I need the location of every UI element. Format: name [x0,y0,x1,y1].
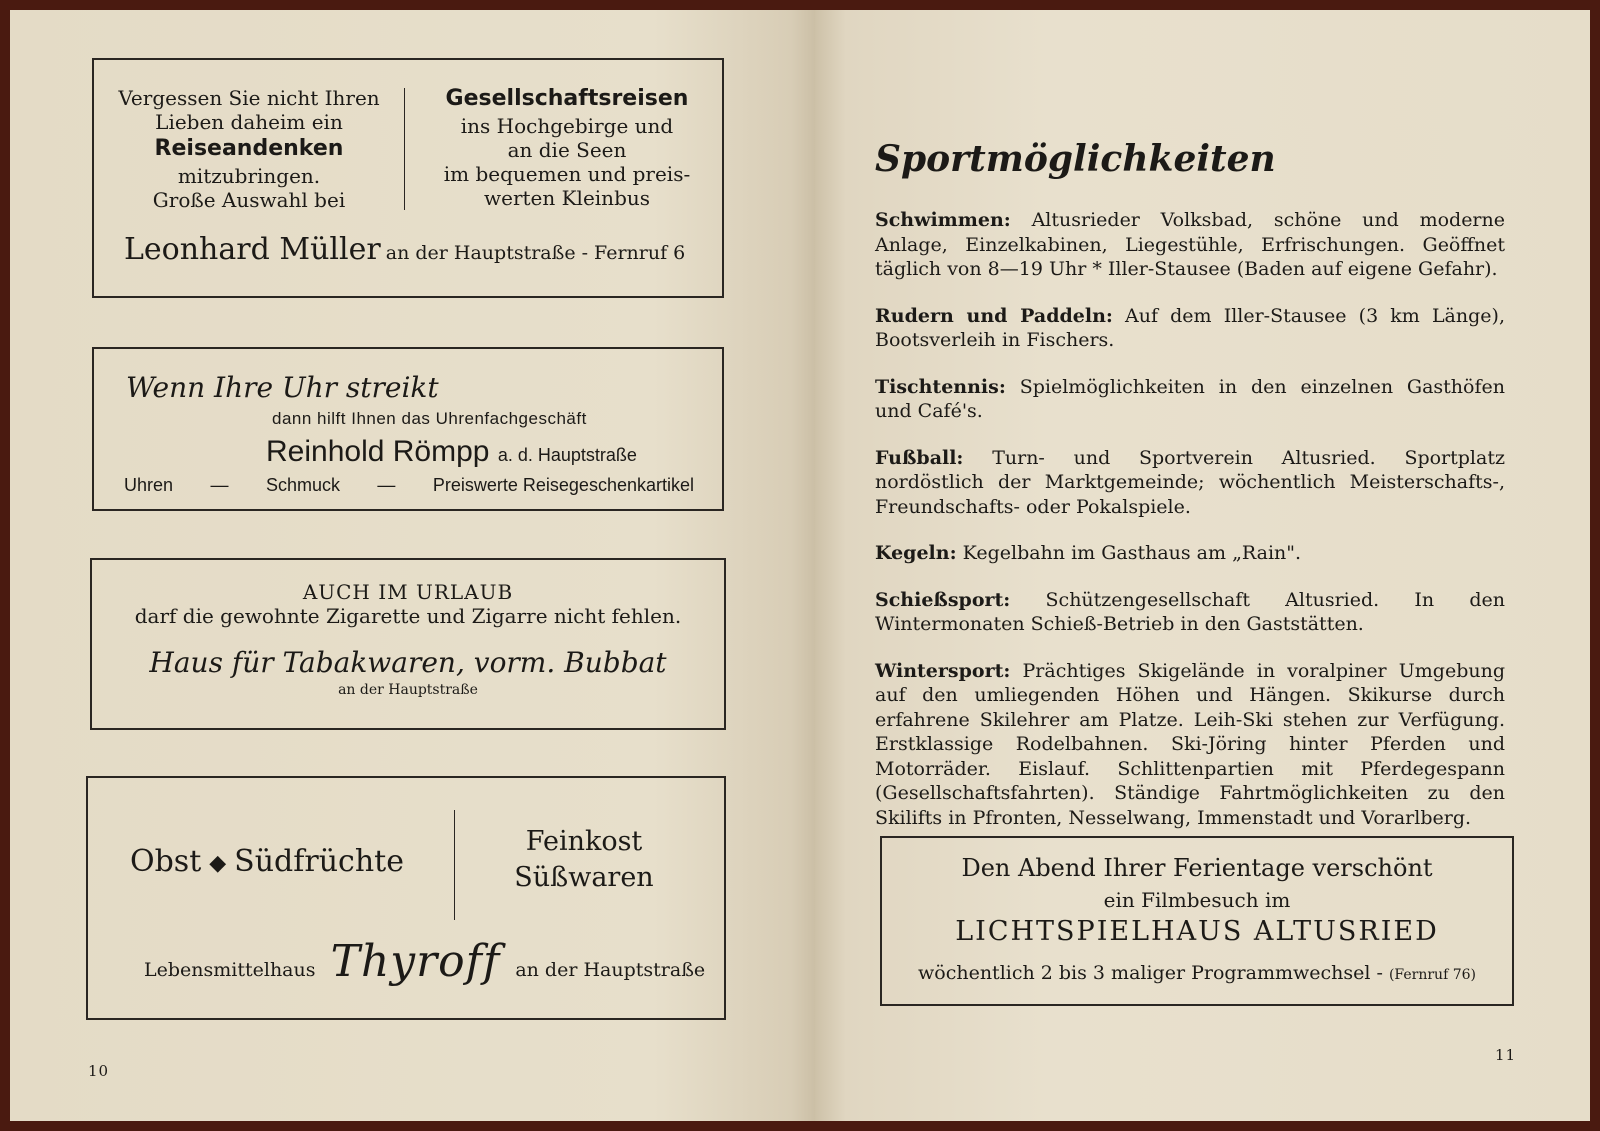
grocery-left [130,844,404,879]
divider [454,810,455,920]
item: Uhren [124,475,174,495]
separator: — [210,475,229,495]
product: Süßwaren [514,862,654,893]
brand-name: Thyroff [330,936,501,987]
cinema-phone: (Fernruf 76) [1388,967,1476,983]
watch-subline: dann hilft Ihnen das Uhrenfachgeschäft [272,409,587,428]
shop-name: Reinhold Römpp [266,435,490,468]
text-line: an die Seen [507,138,627,162]
page-title: Sportmöglichkeiten [875,138,1276,180]
watch-items [124,475,694,496]
shop-type: Lebensmittelhaus [144,959,316,981]
text-line: mitzubringen. [177,164,321,188]
ad-grocery [86,776,726,1020]
sport-list [875,208,1505,852]
page-number: 10 [88,1062,110,1080]
booklet-spread [10,10,1590,1121]
tobacco-line1: AUCH IM URLAUB [302,580,514,604]
shop-address: an der Hauptstraße [515,959,706,981]
product: Südfrüchte [234,844,404,879]
sport-label: Schießsport: [875,588,1011,611]
sport-text: Spielmöglichkeiten in den einzelnen Gasthöfen und Café's. [875,375,1505,422]
cinema-line1: Den Abend Ihrer Ferientage verschönt [961,854,1433,882]
ad-tobacco [90,558,726,730]
ad-souvenirs-left [114,86,384,212]
text-line: Lieben daheim ein [155,110,343,134]
sport-text: Schützengesellschaft Altusried. In den Wintermonaten Schieß-Betrieb in den Gaststätten. [875,588,1506,635]
ad-souvenirs-right [422,84,712,210]
shop-name: Leonhard Müller [124,232,381,267]
product: Feinkost [525,826,643,857]
separator: — [377,475,396,495]
sport-text: Kegelbahn im Gasthaus am „Rain". [962,542,1302,564]
sport-entry [875,541,1505,566]
sport-label: Tischtennis: [875,375,1006,398]
watch-shop-name [266,435,637,469]
left-page [10,10,815,1121]
shop-address: a. d. Hauptstraße [497,445,637,465]
sport-text: Altusrieder Volksbad, schöne und moderne Anlage, Einzelkabinen, Liegestühle, Erfrischungen. Geöffnet täglich von 8—19 Uhr * Iller-Stausee (Baden auf eigene Gefahr). [875,209,1505,280]
sport-text: Auf dem Iller-Stausee (3 km Länge), Bootsverleih in Fischers. [875,304,1505,351]
cinema-program: wöchentlich 2 bis 3 maliger Programmwechsel - [918,962,1383,984]
watch-headline: Wenn Ihre Uhr streikt [126,371,439,404]
sport-entry [875,304,1505,353]
sport-label: Schwimmen: [875,209,1011,231]
sport-label: Rudern und Paddeln: [875,304,1113,327]
sport-text: Prächtiges Skigelände in voralpiner Umgebung auf den umliegenden Höhen und Hängen. Skikurse durch erfahrene Skilehrer am Platze. Leih-Ski stehen zur Verfügung. Erstklassige Rodelbahnen. Ski-Jöring hinter Pferden und Motorräder. Eislauf. Schlittenpartien mit Pferdegespann (Gesellschaftsfahrten). Ständige Fahrtmöglichkeiten zu den Skilifts in Pfronten, Nesselwang, Immenstadt und Vorarlberg. [875,659,1505,829]
sport-label: Wintersport: [875,659,1011,682]
tobacco-line2: darf die gewohnte Zigarette und Zigarre nicht fehlen. [134,604,682,628]
tobacco-shop-name: Haus für Tabakwaren, vorm. Bubbat [149,646,667,679]
sport-entry [875,208,1505,282]
ad-cinema [880,836,1514,1006]
divider [404,88,405,210]
grocery-right [468,824,700,896]
tobacco-address: an der Hauptstraße [338,682,478,698]
grocery-footer [144,936,704,987]
cinema-line2: ein Filmbesuch im [1103,888,1291,912]
ad-souvenirs [92,58,724,298]
sport-entry [875,375,1505,424]
shop-address: an der Hauptstraße - Fernruf 6 [385,242,686,264]
text-line: werten Kleinbus [483,186,651,210]
diamond-icon: ◆ [209,850,227,876]
sport-entry [875,659,1505,831]
page-number: 11 [1495,1046,1517,1064]
sport-entry [875,588,1505,637]
product: Obst [130,844,202,879]
tours-heading: Gesellschaftsreisen [445,86,689,111]
sport-label: Fußball: [875,446,964,469]
text-line: Große Auswahl bei [152,188,346,212]
right-page [815,10,1590,1121]
ad-watchmaker [92,347,724,511]
text-line: im bequemen und preis- [443,162,691,186]
cinema-line4 [882,962,1512,984]
item: Preiswerte Reisegeschenkartikel [432,475,694,495]
item: Schmuck [265,475,340,495]
sport-entry [875,446,1505,520]
sport-text: Turn- und Sportverein Altusried. Sportplatz nordöstlich der Marktgemeinde; wöchentlich Meisterschafts-, Freundschafts- oder Pokalspiele. [875,446,1505,518]
sport-label: Kegeln: [875,542,957,564]
text-line: ins Hochgebirge und [460,114,674,138]
cinema-name: LICHTSPIELHAUS ALTUSRIED [955,916,1439,947]
ad-souvenirs-footer [124,232,714,267]
text-line: Vergessen Sie nicht Ihren [118,86,380,110]
souvenir-heading: Reiseandenken [154,136,344,161]
